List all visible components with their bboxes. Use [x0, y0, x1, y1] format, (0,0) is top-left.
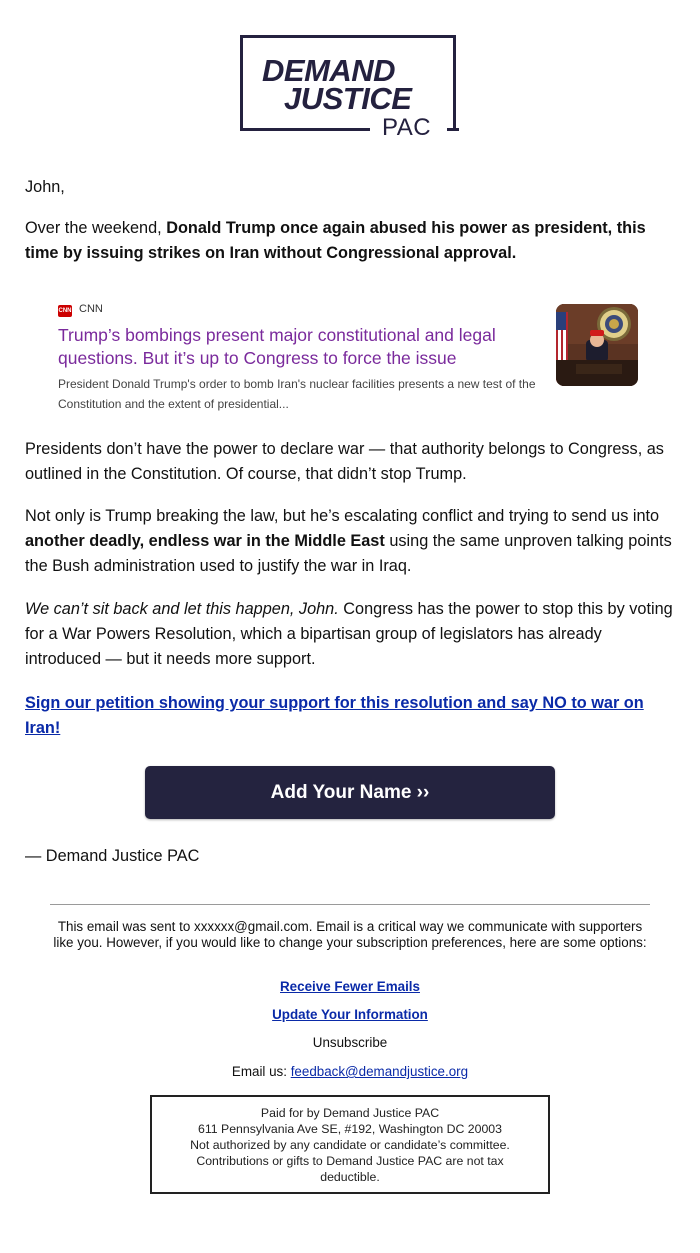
petition-link[interactable]: Sign our petition showing your support for this resolution and say NO to war on Iran! — [25, 694, 644, 737]
news-preview-card[interactable] — [57, 300, 647, 415]
receive-fewer-emails-link[interactable]: Receive Fewer Emails — [280, 979, 420, 994]
card-thumbnail-image — [556, 304, 638, 386]
footer-divider — [50, 904, 650, 905]
footer-notice: This email was sent to xxxxxx@gmail.com. Email is a critical way we communicate with supporters like you. However, if you would like to change your subscription preferences, here are some options: — [53, 919, 647, 950]
oval-office-photo-icon — [556, 304, 638, 386]
demand-justice-pac-logo — [240, 35, 458, 141]
update-info-row — [50, 1007, 650, 1023]
card-description: President Donald Trump's order to bomb Iran's nuclear facilities presents a new test of the Constitution and the extent of presidential... — [58, 377, 536, 411]
intro-bold: Donald Trump once again abused his power as president, this time by issuing strikes on Iran without Congressional approval. — [25, 219, 646, 262]
cnn-logo-icon: CNN — [58, 305, 72, 317]
disclaimer-line4: Contributions or gifts to Demand Justice PAC are not tax deductible. — [196, 1154, 504, 1184]
greeting: John, — [25, 178, 65, 196]
receive-fewer-row — [50, 979, 650, 995]
card-source: CNN — [79, 303, 103, 315]
paragraph-war-powers: Presidents don’t have the power to declare war — that authority belongs to Congress, as outlined in the Constitution. Of course, that didn’t stop Trump. — [25, 440, 664, 483]
disclaimer-line3: Not authorized by any candidate or candidate’s committee. — [190, 1138, 510, 1152]
disclaimer-line2: 611 Pennsylvania Ave SE, #192, Washington DC 20003 — [198, 1122, 502, 1136]
unsubscribe-link[interactable]: Unsubscribe — [312, 1035, 388, 1050]
email-us-row — [50, 1064, 650, 1080]
email-us-label: Email us: — [231, 1064, 291, 1079]
logo-line1: DEMAND — [262, 53, 396, 88]
paragraph-call-to-action — [25, 597, 677, 672]
intro-paragraph — [25, 216, 677, 266]
unsubscribe-row — [50, 1035, 650, 1051]
para3-bold: another deadly, endless war in the Middle East — [25, 532, 385, 550]
feedback-email-link[interactable]: feedback@demandjustice.org — [290, 1064, 469, 1079]
logo-frame-bottom-left — [240, 128, 370, 131]
para4-rest: Congress has the power to stop this by voting for a War Powers Resolution, which a bipartisan group of legislators has already introduced — but it needs more support. — [25, 600, 673, 668]
signature: — Demand Justice PAC — [25, 847, 200, 865]
logo-frame-bottom-right — [447, 128, 459, 131]
para4-italic: We can’t sit back and let this happen, John. — [25, 600, 339, 618]
para3-part-b: using the same unproven talking points the Bush administration used to justify the war in Iraq. — [25, 532, 672, 575]
petition-paragraph — [25, 691, 680, 741]
disclaimer-line1: Paid for by Demand Justice PAC — [260, 1106, 440, 1120]
logo-pac: PAC — [378, 116, 435, 140]
para3-part-a: Not only is Trump breaking the law, but he’s escalating conflict and trying to send us into — [25, 507, 660, 525]
intro-plain: Over the weekend, — [25, 219, 167, 237]
update-your-information-link[interactable]: Update Your Information — [272, 1007, 428, 1022]
card-title[interactable]: Trump’s bombings present major constitutional and legal questions. But it’s up to Congress to force the issue — [58, 325, 496, 368]
paid-for-disclaimer-box — [150, 1095, 550, 1194]
add-your-name-button[interactable]: Add Your Name ›› — [145, 766, 555, 819]
logo-line2: JUSTICE — [284, 81, 412, 116]
paragraph-escalation — [25, 504, 677, 579]
